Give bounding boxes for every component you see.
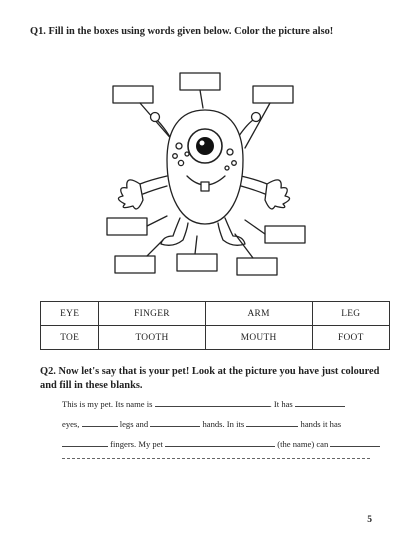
monster-illustration: [95, 68, 325, 290]
blank-hand-count[interactable]: [150, 417, 200, 427]
blank-can[interactable]: [330, 437, 380, 447]
blank-pet-name-2[interactable]: [165, 437, 275, 447]
word-cell: LEG: [312, 302, 389, 326]
word-cell: TOOTH: [99, 326, 205, 350]
word-cell: FINGER: [99, 302, 205, 326]
fill-line-3: [62, 437, 380, 450]
word-cell: MOUTH: [205, 326, 312, 350]
page-number: 5: [367, 515, 372, 525]
label-box-bottom-center[interactable]: [177, 254, 217, 271]
fill-line-2: [62, 417, 341, 430]
word-cell: EYE: [41, 302, 99, 326]
blank-full-line[interactable]: [62, 458, 370, 459]
blank-eye-count[interactable]: [295, 397, 345, 407]
fill-text: (the name) can: [277, 439, 329, 449]
blank-finger-count[interactable]: [62, 437, 108, 447]
word-bank-row: [41, 302, 390, 326]
fill-text: . It has: [269, 399, 293, 409]
fill-text: This is my pet. Its name is: [62, 399, 153, 409]
fill-text: hands. In its: [202, 419, 245, 429]
fill-line-1: [62, 397, 345, 410]
label-box-middle-right[interactable]: [265, 226, 305, 243]
word-bank-table: [40, 301, 390, 350]
fill-text: hands it has: [300, 419, 342, 429]
fill-text: fingers. My pet: [110, 439, 163, 449]
blank-leg-count[interactable]: [82, 417, 118, 427]
fill-text: eyes,: [62, 419, 80, 429]
blank-pet-name[interactable]: [155, 397, 270, 407]
label-box-bottom-right[interactable]: [237, 258, 277, 275]
word-cell: TOE: [41, 326, 99, 350]
word-bank-row: [41, 326, 390, 350]
fill-text: legs and: [119, 419, 149, 429]
question-1-title: Q1. Fill in the boxes using words given below. Color the picture also!: [30, 26, 334, 37]
label-box-top-right[interactable]: [253, 86, 293, 103]
label-box-middle-left[interactable]: [107, 218, 147, 235]
blank-hands-label[interactable]: [246, 417, 298, 427]
label-box-top-center[interactable]: [180, 73, 220, 90]
word-cell: ARM: [205, 302, 312, 326]
label-box-bottom-left[interactable]: [115, 256, 155, 273]
label-box-top-left[interactable]: [113, 86, 153, 103]
word-cell: FOOT: [312, 326, 389, 350]
question-2-title: Q2. Now let's say that is your pet! Look at the picture you have just coloured and fill in these blanks.: [40, 366, 380, 391]
